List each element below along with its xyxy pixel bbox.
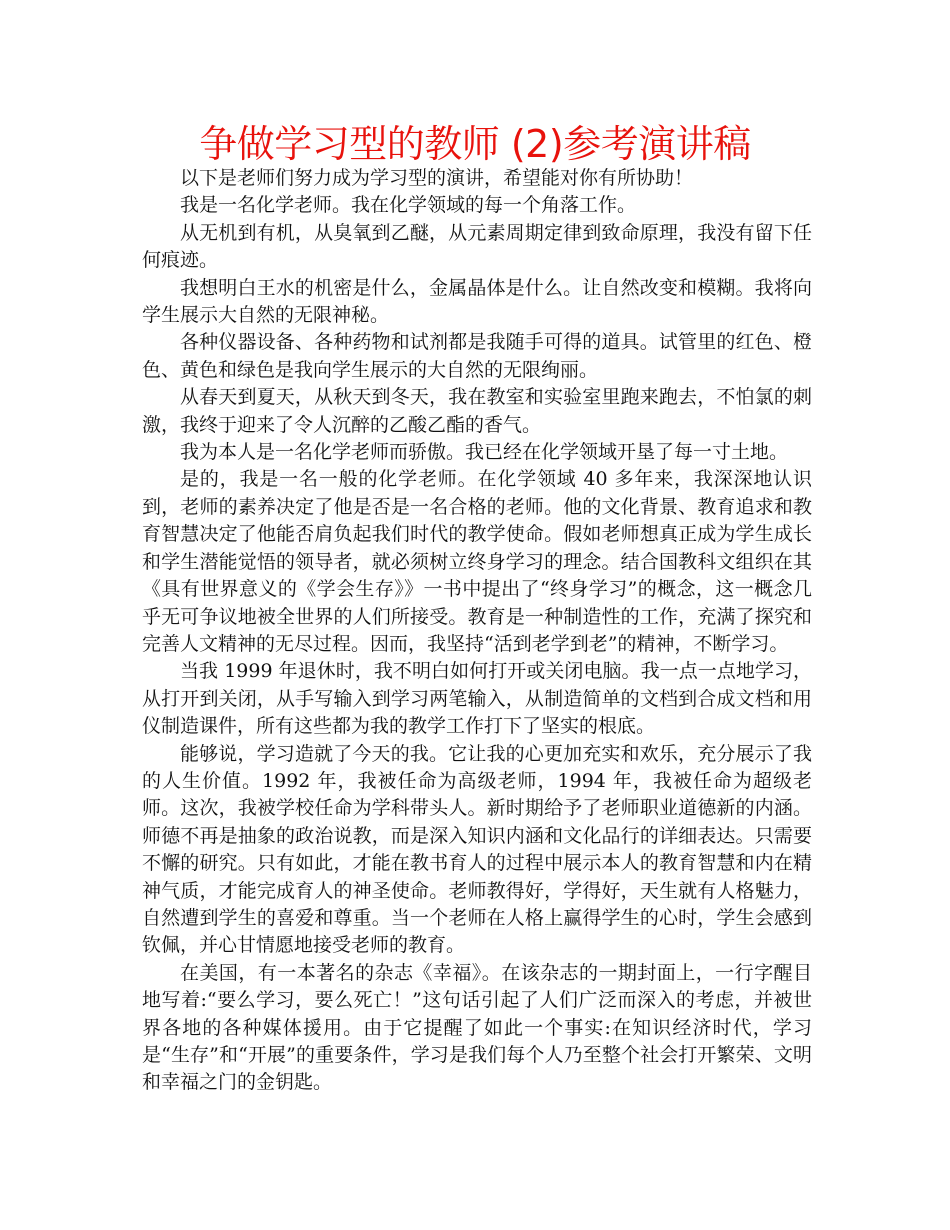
paragraph-6: 从春天到夏天，从秋天到冬天，我在教室和实验室里跑来跑去，不怕氯的刺激，我终于迎来了令人沉醉的乙酸乙酯的香气。 [142,386,812,436]
paragraph-intro: 以下是老师们努力成为学习型的演讲，希望能对你有所协助！ [180,167,694,189]
paragraph-10: 能够说，学习造就了今天的我。它让我的心更加充实和欢乐，充分展示了我的人生价值。1992 年，我被任命为高级老师，1994 年，我被任命为超级老师。这次，我被学校任命为学科带头人。新时期给予了老师职业道德新的内涵。师德不再是抽象的政治说教，而是深入知识内涵和文化品行的详细表达。只需要不懈的研究。只有如此，才能在教书育人的过程中展示本人的教育智慧和内在精神气质，才能完成育人的神圣使命。老师教得好，学得好，天生就有人格魅力，自然遭到学生的喜爱和尊重。当一个老师在人格上赢得学生的心时，学生会感到钦佩，并心甘情愿地接受老师的教育。 [142,742,812,957]
paragraph-11: 在美国，有一本著名的杂志《幸福》。在该杂志的一期封面上，一行字醒目地写着:“要么学习，要么死亡！”这句话引起了人们广泛而深入的考虑，并被世界各地的各种媒体援用。由于它提醒了如此一个事实:在知识经济时代，学习是“生存”和“开展”的重要条件，学习是我们每个人乃至整个社会打开繁荣、文明和幸福之门的金钥匙。 [142,961,812,1094]
paragraph-9: 当我 1999 年退休时，我不明白如何打开或关闭电脑。我一点一点地学习，从打开到关闭，从手写输入到学习两笔输入，从制造简单的文档到合成文档和用仪制造课件，所有这些都为我的教学工作打下了坚实的根底。 [142,660,812,738]
paragraph-3: 从无机到有机，从臭氧到乙醚，从元素周期定律到致命原理，我没有留下任何痕迹。 [142,221,812,272]
paragraph-4: 我想明白王水的机密是什么，金属晶体是什么。让自然改变和模糊。我将向学生展示大自然的无限神秘。 [142,276,812,327]
document-body [142,165,812,1097]
paragraph-2: 我是一名化学老师。我在化学领域的每一个角落工作。 [180,194,637,217]
paragraph-7: 我为本人是一名化学老师而骄傲。我已经在化学领域开垦了每一寸土地。 [180,441,789,464]
paragraph-5: 各种仪器设备、各种药物和试剂都是我随手可得的道具。试管里的红色、橙色、黄色和绿色是我向学生展示的大自然的无限绚丽。 [142,331,812,381]
document-title: 争做学习型的教师 (2)参考演讲稿 [199,122,751,166]
paragraph-8: 是的，我是一名一般的化学老师。在化学领域 40 多年来，我深深地认识到，老师的素养决定了他是否是一名合格的老师。他的文化背景、教育追求和教育智慧决定了他能否肩负起我们时代的教学使命。假如老师想真正成为学生成长和学生潜能觉悟的领导者，就必须树立终身学习的理念。结合国教科文组织在其《具有世界意义的《学会生存》》一书中提出了“终身学习”的概念，这一概念几乎无可争议地被全世界的人们所接受。教育是一种制造性的工作，充满了探究和完善人文精神的无尽过程。因而，我坚持“活到老学到老”的精神，不断学习。 [142,468,812,655]
